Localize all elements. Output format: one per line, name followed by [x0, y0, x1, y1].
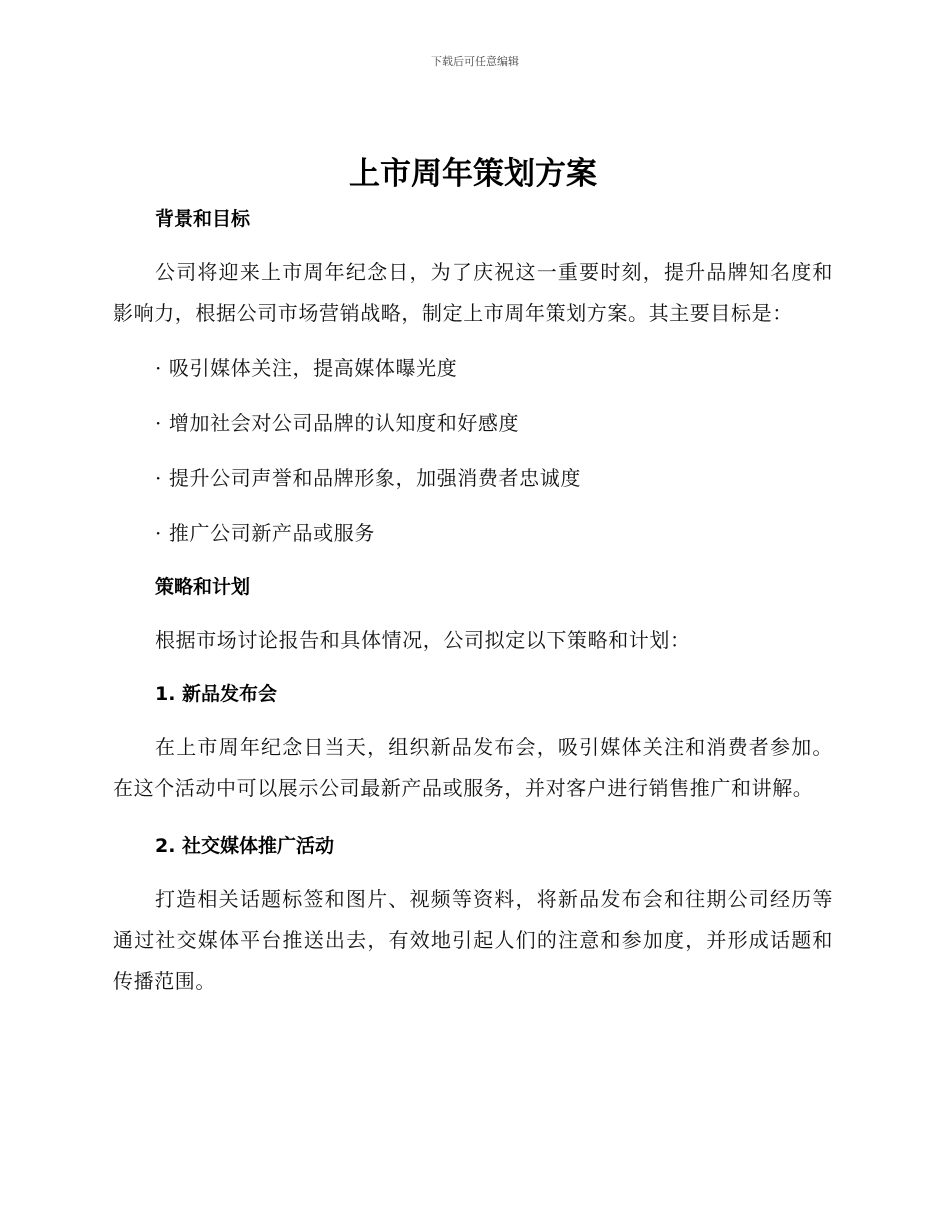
subsection-heading-product-launch: 1. 新品发布会 — [155, 683, 278, 705]
document-body — [113, 148, 833, 1002]
goal-list-item: · 提升公司声誉和品牌形象，加强消费者忠诚度 — [155, 466, 581, 490]
section-heading-background: 背景和目标 — [155, 208, 251, 230]
document-title: 上市周年策划方案 — [349, 156, 597, 192]
goal-list-item: · 吸引媒体关注，提高媒体曝光度 — [155, 356, 458, 380]
background-intro-paragraph: 公司将迎来上市周年纪念日，为了庆祝这一重要时刻，提升品牌知名度和影响力，根据公司市场营销战略，制定上市周年策划方案。其主要目标是： — [113, 260, 833, 325]
goal-list-item: · 推广公司新产品或服务 — [155, 521, 375, 545]
product-launch-paragraph: 在上市周年纪念日当天，组织新品发布会，吸引媒体关注和消费者参加。在这个活动中可以展示公司最新产品或服务，并对客户进行销售推广和讲解。 — [113, 735, 833, 800]
strategy-intro-paragraph: 根据市场讨论报告和具体情况，公司拟定以下策略和计划： — [155, 628, 691, 652]
section-heading-strategy: 策略和计划 — [155, 576, 251, 598]
subsection-heading-social-media: 2. 社交媒体推广活动 — [155, 835, 335, 857]
page-header-note: 下载后可任意编辑 — [431, 55, 519, 68]
goal-list-item: · 增加社会对公司品牌的认知度和好感度 — [155, 411, 520, 435]
social-media-paragraph: 打造相关话题标签和图片、视频等资料，将新品发布会和往期公司经历等通过社交媒体平台推送出去，有效地引起人们的注意和参加度，并形成话题和传播范围。 — [113, 887, 833, 993]
